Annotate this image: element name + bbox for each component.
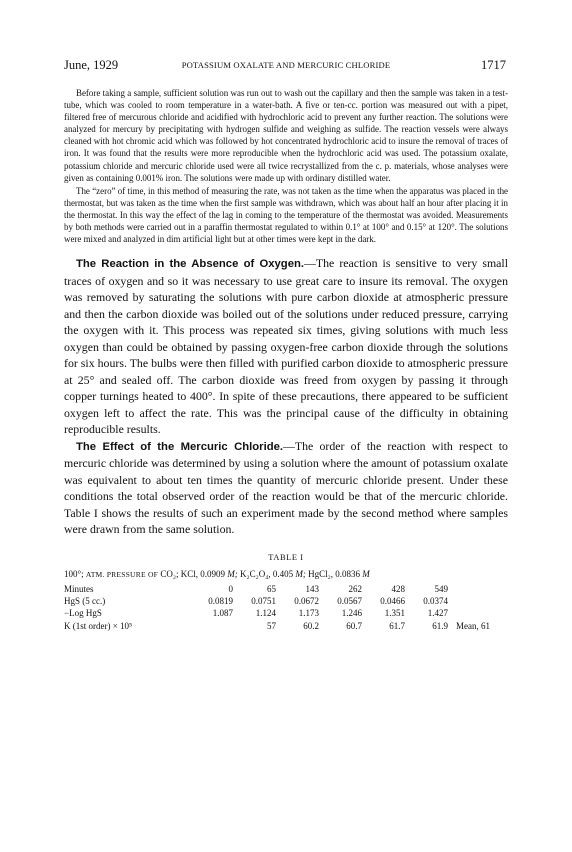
table-cell: 57 [267,620,276,631]
table-cell: 262 [348,583,362,594]
cond-unit: M; [227,568,238,579]
cond-atmosphere: ATM. PRESSURE OF [85,569,159,579]
table-cell: 1.246 [341,608,362,619]
small-print-section [64,87,508,245]
table-cell: 1.427 [427,608,448,619]
main-text-section [64,255,508,538]
cond-hgcl2: HgCl₂, 0.0836 [308,568,361,579]
cond-temperature: 100°; [64,568,84,579]
table-cell: 65 [267,583,276,594]
table-cell: 0.0374 [423,596,448,607]
table-cell: 60.2 [303,620,319,631]
paragraph-mercuric-chloride [64,438,508,538]
section-heading-oxygen: The Reaction in the Absence of Oxygen. [76,258,305,271]
table-cell: 1.351 [384,608,405,619]
paper-page [64,58,508,632]
table-row [64,620,490,632]
row-label: Minutes [64,583,94,594]
cond-co2: CO₂; [160,568,179,579]
data-table [64,583,490,632]
table-row [64,607,490,619]
table-cell: 143 [305,583,319,594]
running-header [64,58,508,74]
table-row [64,583,490,595]
table-cell: 428 [391,583,405,594]
table-conditions [64,568,508,581]
table-cell: 0.0672 [294,596,319,607]
cond-oxalate: K₂C₂O₄, 0.405 [239,568,294,579]
table-cell: 0.0751 [251,596,276,607]
cond-kcl: KCl, 0.0909 [180,568,225,579]
table-cell: 60.7 [346,620,362,631]
row-note: Mean, 61 [456,620,490,631]
cond-unit: M; [295,568,306,579]
section-heading-mercuric-chloride: The Effect of the Mercuric Chloride. [76,440,284,453]
row-label: HgS (5 cc.) [64,596,106,607]
page-number: 1717 [481,58,506,72]
cond-unit: M [362,568,370,579]
header-title: POTASSIUM OXALATE AND MERCURIC CHLORIDE [181,60,391,70]
table-cell: 0.0567 [337,596,362,607]
table-cell [190,620,233,632]
table-cell: 61.7 [389,620,405,631]
paragraph-absence-of-oxygen [64,255,508,438]
table-cell: 0 [228,583,233,594]
table-caption: TABLE I [268,552,304,562]
header-date: June, 1929 [64,58,119,72]
table-cell: 1.124 [255,608,276,619]
table-cell: 61.9 [432,620,448,631]
table-row [64,595,490,607]
table-cell: 1.173 [298,608,319,619]
row-label: K (1st order) × 10⁵ [64,620,133,631]
section-text-oxygen: —The reaction is sensitive to very small traces of oxygen and so it was necessary to use great care to insure its removal. The oxygen was removed by saturating the solutions with pure carbon dioxide at atmospheric pressure and then the carbon dioxide was boiled out of the solutions under reduced pressure, carrying the oxygen with it. This process was repeated six times, giving solutions with much less oxygen than could be obtained by passing oxygen-free carbon dioxide through the solutions for six hours. The bulbs were then filled with purified carbon dioxide to atmospheric pressure at 25° and sealed off. The carbon dioxide was freed from oxygen by passing it through copper turnings heated to 400°. In spite of these precautions, there appeared to be sufficient oxygen left to affect the rate. This was the principal cause of the difficulty in obtaining reproducible results. [64,256,508,437]
table-cell: 0.0466 [380,596,405,607]
paragraph-zero-time: The “zero” of time, in this method of measuring the rate, was not taken as the time when the apparatus was placed in the thermostat, but was taken as the time when the first sample was withdrawn, which was about half an hour after placing it in the thermostat. In this way the effect of the lag in coming to the temperature of the thermostat was avoided. Measurements by both methods were carried out in a paraffin thermostat regulated to within 0.1° at 100° and 0.15° at 120°. The solutions were mixed and analyzed in dim artificial light but at other times were kept in the dark. [64,185,508,245]
row-label: −Log HgS [64,608,102,619]
paragraph-sampling: Before taking a sample, sufficient solution was run out to wash out the capillary and then the sample was taken in a test-tube, which was cooled to room temperature in a water-bath. A five or ten-cc. portion was measured out with a pipet, filtered free of mercurous chloride and acidified with hydrochloric acid to prevent any further reaction. The solutions were analyzed for mercury by precipitating with hydrogen sulfide and weighing as sulfide. The reaction vessels were always cleaned with hot chromic acid which was followed by hot concentrated hydrochloric acid to insure the removal of traces of iron. It was found that the results were more reproducible when the hydrochloric acid was used. The potassium oxalate, potassium chloride and mercuric chloride used were all twice recrystallized from the c. p. materials, whose analyses were given as containing 0.001% iron. The solutions were made up with ordinary distilled water. [64,88,508,183]
table-cell: 0.0819 [208,596,233,607]
table-cell: 549 [434,583,448,594]
section-text-mercuric-chloride: —The order of the reaction with respect to mercuric chloride was determined by using a solution where the amount of potassium oxalate was equivalent to about ten times the quantity of mercuric chloride present. Under these conditions the total observed order of the reaction would be that of the mercuric chloride. Table I shows the results of such an experiment made by the second method where samples were drawn from the same solution. [64,438,508,537]
table-cell: 1.087 [212,608,233,619]
